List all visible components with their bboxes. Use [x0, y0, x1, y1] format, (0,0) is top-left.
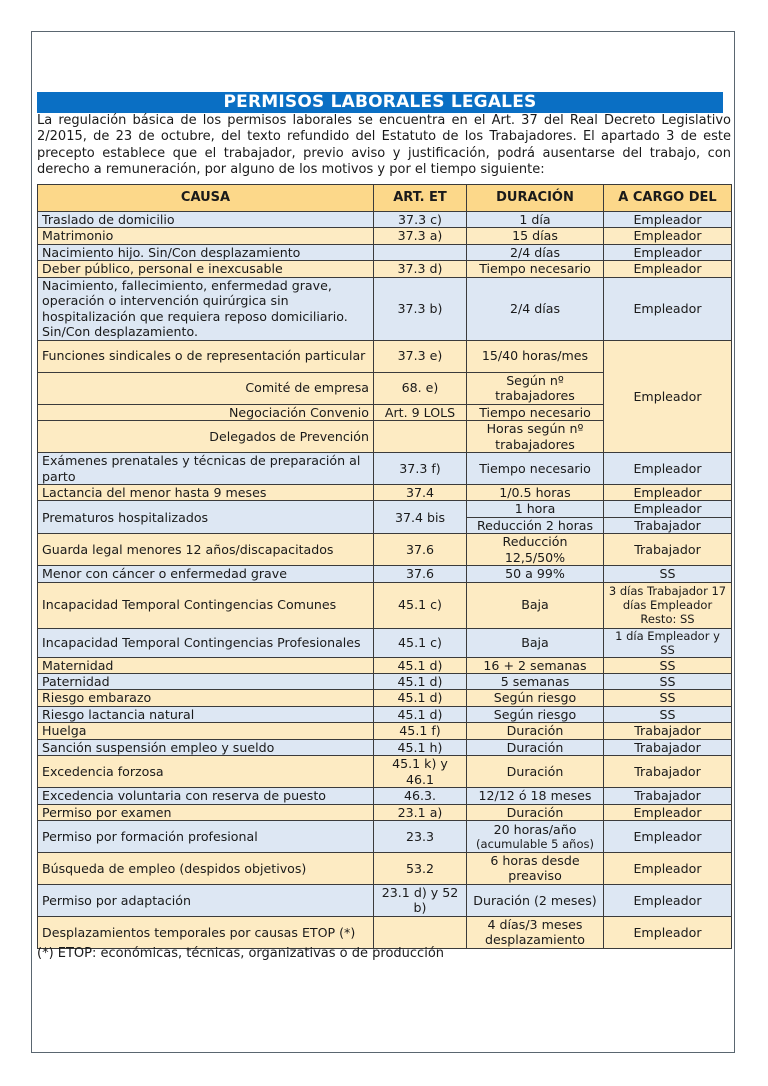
- cell-duracion: 6 horas desde preaviso: [467, 852, 604, 884]
- cell-cargo: Trabajador: [604, 517, 732, 533]
- cell-art: 37.4: [374, 485, 467, 501]
- cell-duracion: Reducción 2 horas: [467, 517, 604, 533]
- cell-duracion: 1 día: [467, 212, 604, 228]
- duracion-note: (acumulable 5 años): [476, 836, 594, 851]
- cell-art: 53.2: [374, 852, 467, 884]
- cell-causa: Desplazamientos temporales por causas ETOP (*): [38, 916, 374, 948]
- cell-duracion: 16 + 2 semanas: [467, 657, 604, 673]
- table-row: [38, 501, 732, 517]
- table-row: [38, 534, 732, 566]
- table-row: [38, 261, 732, 277]
- cell-art: 45.1 k) y 46.1: [374, 756, 467, 788]
- cell-cargo: Empleador: [604, 228, 732, 244]
- cell-art: 45.1 d): [374, 706, 467, 722]
- cell-causa: Permiso por examen: [38, 804, 374, 820]
- cell-duracion: Según riesgo: [467, 706, 604, 722]
- cell-causa: Nacimiento hijo. Sin/Con desplazamiento: [38, 244, 374, 260]
- cell-cargo: Empleador: [604, 884, 732, 916]
- cell-causa: Maternidad: [38, 657, 374, 673]
- cell-duracion: 15/40 horas/mes: [467, 340, 604, 372]
- cell-duracion: 4 días/3 meses desplazamiento: [467, 916, 604, 948]
- table-row: [38, 485, 732, 501]
- cell-art: 37.4 bis: [374, 501, 467, 534]
- cell-cargo: SS: [604, 674, 732, 690]
- cell-causa: Guarda legal menores 12 años/discapacitados: [38, 534, 374, 566]
- table-row: [38, 674, 732, 690]
- table-row: [38, 690, 732, 706]
- table-row: [38, 212, 732, 228]
- cell-cargo: Trabajador: [604, 739, 732, 755]
- cell-art: 46.3.: [374, 788, 467, 804]
- table-row: [38, 277, 732, 340]
- cell-causa: Incapacidad Temporal Contingencias Comunes: [38, 582, 374, 628]
- cell-art: 37.6: [374, 566, 467, 582]
- cell-cargo: Empleador: [604, 804, 732, 820]
- cell-causa: Negociación Convenio: [38, 404, 374, 420]
- cell-duracion: Baja: [467, 628, 604, 657]
- cell-duracion: [467, 820, 604, 852]
- cell-art: 37.3 d): [374, 261, 467, 277]
- cell-causa: Lactancia del menor hasta 9 meses: [38, 485, 374, 501]
- table-row: [38, 916, 732, 948]
- cell-cargo: Trabajador: [604, 788, 732, 804]
- cell-duracion: 2/4 días: [467, 244, 604, 260]
- table-row: [38, 739, 732, 755]
- cell-causa: Riesgo embarazo: [38, 690, 374, 706]
- cell-cargo: SS: [604, 566, 732, 582]
- cell-duracion: Horas según nº trabajadores: [467, 421, 604, 453]
- cell-art: [374, 421, 467, 453]
- cell-causa: Permiso por adaptación: [38, 884, 374, 916]
- cell-duracion: 5 semanas: [467, 674, 604, 690]
- table-header-row: [38, 185, 732, 212]
- table-row: [38, 723, 732, 739]
- cell-causa: Exámenes prenatales y técnicas de preparación al parto: [38, 453, 374, 485]
- cell-duracion: Baja: [467, 582, 604, 628]
- cell-art: 45.1 d): [374, 690, 467, 706]
- cell-duracion: Tiempo necesario: [467, 404, 604, 420]
- cell-cargo: 1 día Empleador y SS: [604, 628, 732, 657]
- cell-causa: Paternidad: [38, 674, 374, 690]
- cell-art: 45.1 d): [374, 657, 467, 673]
- table-row: [38, 820, 732, 852]
- duracion-main: 20 horas/año: [493, 822, 577, 838]
- cell-cargo: Trabajador: [604, 534, 732, 566]
- cell-causa: Delegados de Prevención: [38, 421, 374, 453]
- table-row: [38, 453, 732, 485]
- cell-cargo: Empleador: [604, 277, 732, 340]
- cell-causa: Traslado de domicilio: [38, 212, 374, 228]
- cell-duracion: 2/4 días: [467, 277, 604, 340]
- table-row: [38, 852, 732, 884]
- table-row: [38, 706, 732, 722]
- cell-cargo: Empleador: [604, 501, 732, 517]
- cell-art: 37.3 c): [374, 212, 467, 228]
- cell-causa: Nacimiento, fallecimiento, enfermedad grave, operación o intervención quirúrgica sin hospitalización que requiera reposo domiciliario. Sin/Con desplazamiento.: [38, 277, 374, 340]
- header-causa: CAUSA: [38, 185, 374, 212]
- table-row: [38, 788, 732, 804]
- cell-cargo: Empleador: [604, 212, 732, 228]
- table-row: [38, 657, 732, 673]
- cell-duracion: 12/12 ó 18 meses: [467, 788, 604, 804]
- cell-cargo: Empleador: [604, 485, 732, 501]
- cell-causa: Matrimonio: [38, 228, 374, 244]
- cell-cargo-merged: Empleador: [604, 340, 732, 452]
- cell-cargo: Empleador: [604, 820, 732, 852]
- cell-art: 45.1 d): [374, 674, 467, 690]
- cell-causa: Funciones sindicales o de representación particular: [38, 340, 374, 372]
- cell-cargo: Empleador: [604, 261, 732, 277]
- cell-causa: Permiso por formación profesional: [38, 820, 374, 852]
- page-title: PERMISOS LABORALES LEGALES: [37, 92, 723, 113]
- header-cargo: A CARGO DEL: [604, 185, 732, 212]
- cell-causa: Excedencia forzosa: [38, 756, 374, 788]
- cell-cargo: Empleador: [604, 244, 732, 260]
- cell-duracion: Tiempo necesario: [467, 261, 604, 277]
- intro-paragraph: La regulación básica de los permisos laborales se encuentra en el Art. 37 del Real Decreto Legislativo 2/2015, de 23 de octubre, del texto refundido del Estatuto de los Trabajadores. El apartado 3 de este precepto establece que el trabajador, previo aviso y justificación, podrá ausentarse del trabajo, con derecho a remuneración, por alguno de los motivos y por el tiempo siguiente:: [37, 113, 731, 177]
- cell-art: 37.3 f): [374, 453, 467, 485]
- cell-causa: Excedencia voluntaria con reserva de puesto: [38, 788, 374, 804]
- cell-cargo: 3 días Trabajador 17 días Empleador Resto: SS: [604, 582, 732, 628]
- table-row: [38, 884, 732, 916]
- cell-cargo: Trabajador: [604, 756, 732, 788]
- cell-causa: Riesgo lactancia natural: [38, 706, 374, 722]
- cell-duracion: Tiempo necesario: [467, 453, 604, 485]
- cell-duracion: Duración: [467, 804, 604, 820]
- table-row: [38, 340, 732, 372]
- cell-art: 68. e): [374, 372, 467, 404]
- cell-causa: Búsqueda de empleo (despidos objetivos): [38, 852, 374, 884]
- table-row: [38, 756, 732, 788]
- cell-duracion: Duración: [467, 739, 604, 755]
- table-row: [38, 228, 732, 244]
- cell-causa: Incapacidad Temporal Contingencias Profesionales: [38, 628, 374, 657]
- cell-cargo: Trabajador: [604, 723, 732, 739]
- cell-art: 23.1 d) y 52 b): [374, 884, 467, 916]
- cell-art: 23.3: [374, 820, 467, 852]
- cell-duracion: Duración (2 meses): [467, 884, 604, 916]
- header-art: ART. ET: [374, 185, 467, 212]
- cell-causa: Prematuros hospitalizados: [38, 501, 374, 534]
- cell-duracion: Según riesgo: [467, 690, 604, 706]
- cell-duracion: 1 hora: [467, 501, 604, 517]
- footnote: (*) ETOP: económicas, técnicas, organizativas o de producción: [37, 946, 445, 961]
- cell-causa: Deber público, personal e inexcusable: [38, 261, 374, 277]
- table-row: [38, 804, 732, 820]
- cell-cargo: SS: [604, 690, 732, 706]
- cell-cargo: Empleador: [604, 453, 732, 485]
- cell-cargo: Empleador: [604, 852, 732, 884]
- cell-art: Art. 9 LOLS: [374, 404, 467, 420]
- cell-duracion: 15 días: [467, 228, 604, 244]
- header-duracion: DURACIÓN: [467, 185, 604, 212]
- cell-duracion: Reducción 12,5/50%: [467, 534, 604, 566]
- cell-causa: Sanción suspensión empleo y sueldo: [38, 739, 374, 755]
- cell-duracion: 1/0.5 horas: [467, 485, 604, 501]
- cell-duracion: Duración: [467, 723, 604, 739]
- cell-duracion: Según nº trabajadores: [467, 372, 604, 404]
- cell-art: 45.1 h): [374, 739, 467, 755]
- cell-cargo: SS: [604, 657, 732, 673]
- cell-causa: Menor con cáncer o enfermedad grave: [38, 566, 374, 582]
- cell-duracion: Duración: [467, 756, 604, 788]
- cell-duracion: 50 a 99%: [467, 566, 604, 582]
- cell-art: [374, 244, 467, 260]
- cell-art: [374, 916, 467, 948]
- table-row: [38, 628, 732, 657]
- cell-art: 45.1 f): [374, 723, 467, 739]
- cell-causa: Huelga: [38, 723, 374, 739]
- cell-art: 37.3 b): [374, 277, 467, 340]
- permisos-table: [37, 184, 732, 949]
- cell-art: 37.3 a): [374, 228, 467, 244]
- cell-art: 23.1 a): [374, 804, 467, 820]
- cell-cargo: Empleador: [604, 916, 732, 948]
- cell-art: 45.1 c): [374, 582, 467, 628]
- table-row: [38, 244, 732, 260]
- cell-cargo: SS: [604, 706, 732, 722]
- cell-art: 37.6: [374, 534, 467, 566]
- cell-art: 37.3 e): [374, 340, 467, 372]
- cell-causa: Comité de empresa: [38, 372, 374, 404]
- table-row: [38, 582, 732, 628]
- table-row: [38, 566, 732, 582]
- cell-art: 45.1 c): [374, 628, 467, 657]
